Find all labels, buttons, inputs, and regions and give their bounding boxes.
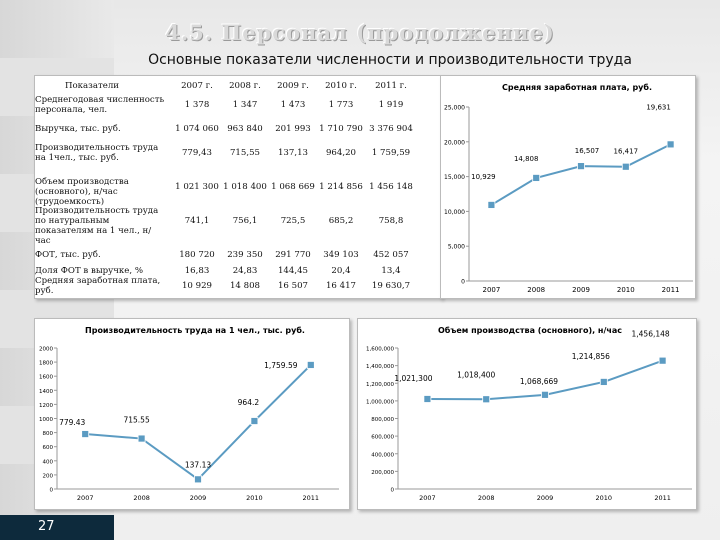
y-tick-label: 400 — [42, 459, 53, 466]
table-cell: 144,45 — [277, 266, 309, 276]
slide-title: 4.5. Персонал (продолжение) — [165, 20, 555, 45]
chart-title: Средняя заработная плата, руб. — [501, 83, 653, 92]
data-point — [533, 174, 540, 181]
table-cell: 19 630,7 — [371, 281, 411, 291]
salary-chart — [441, 76, 695, 298]
x-tick-label: 2009 — [536, 494, 554, 502]
data-label: 964.2 — [237, 398, 260, 408]
table-year-header: 2007 г. — [181, 81, 213, 91]
y-tick-label: 400,000 — [371, 452, 394, 459]
x-tick-label: 2007 — [419, 494, 436, 502]
table-year-header: 2011 г. — [375, 81, 407, 91]
y-tick-label: 600,000 — [371, 434, 394, 441]
table-row-label: Выручка, тыс. руб. — [35, 124, 121, 134]
slide-number: 27 — [38, 519, 55, 534]
y-tick-label: 1800 — [39, 360, 53, 367]
x-tick-label: 2009 — [189, 494, 207, 502]
data-point — [307, 361, 314, 368]
table-cell: 291 770 — [275, 250, 311, 260]
table-row-label: Доля ФОТ в выручке, % — [35, 266, 143, 276]
table-year-header: 2008 г. — [229, 81, 261, 91]
table-cell: 756,1 — [232, 216, 258, 226]
table-cell: 3 376 904 — [369, 124, 413, 134]
x-tick-label: 2010 — [246, 494, 263, 502]
table-cell: 715,55 — [229, 148, 261, 158]
data-point — [622, 163, 629, 170]
y-tick-label: 200 — [42, 473, 53, 480]
table-cell: 1 759,59 — [371, 148, 411, 158]
data-label: 10,929 — [471, 172, 496, 181]
y-tick-label: 1,600,000 — [366, 346, 394, 353]
indicators-table — [34, 75, 442, 299]
table-row-label: Средняя заработная плата, руб. — [35, 276, 161, 296]
table-cell: 1 456 148 — [369, 182, 413, 192]
x-tick-label: 2008 — [133, 494, 150, 502]
data-label: 1,068,669 — [519, 376, 559, 386]
data-point — [488, 201, 495, 208]
y-tick-label: 1200 — [39, 402, 53, 409]
production-volume-chart — [358, 319, 696, 509]
y-tick-label: 15,000 — [444, 174, 465, 182]
y-tick-label: 200,000 — [371, 469, 394, 476]
table-cell: 13,4 — [381, 266, 401, 276]
table-cell: 180 720 — [179, 250, 215, 260]
table-cell: 137,13 — [277, 148, 309, 158]
data-point — [483, 396, 490, 403]
x-tick-label: 2010 — [595, 494, 613, 502]
table-cell: 20,4 — [331, 266, 351, 276]
table-cell: 16 417 — [325, 281, 357, 291]
table-cell: 201 993 — [275, 124, 311, 134]
slide-number-bar — [0, 515, 114, 540]
production-volume-chart-panel — [357, 318, 697, 510]
x-tick-label: 2011 — [661, 286, 680, 294]
data-point — [138, 435, 145, 442]
y-tick-label: 800,000 — [371, 417, 394, 423]
y-tick-label: 20,000 — [444, 139, 465, 147]
table-cell: 963 840 — [227, 124, 263, 134]
table-cell: 1 347 — [232, 100, 258, 110]
data-label: 1,214,856 — [571, 351, 610, 361]
x-tick-label: 2010 — [616, 286, 635, 294]
x-tick-label: 2007 — [482, 286, 501, 294]
x-tick-label: 2011 — [654, 494, 671, 502]
table-cell: 16 507 — [277, 281, 309, 291]
table-cell: 10 929 — [181, 281, 213, 291]
data-label: 16,417 — [613, 147, 639, 156]
x-tick-label: 2008 — [527, 286, 546, 294]
x-tick-label: 2011 — [302, 494, 320, 502]
salary-chart-panel — [440, 75, 696, 299]
y-tick-label: 1400 — [39, 388, 53, 395]
data-point — [82, 431, 89, 438]
data-point — [195, 476, 202, 483]
data-point — [667, 141, 674, 148]
y-tick-label: 600 — [42, 445, 53, 452]
table-row-label: ФОТ, тыс. руб. — [35, 250, 101, 260]
table-cell: 758,8 — [378, 216, 404, 226]
y-tick-label: 800 — [42, 431, 53, 438]
table-cell: 1 710 790 — [319, 124, 363, 134]
data-label: 1,759.59 — [264, 360, 298, 370]
table-cell: 24,83 — [232, 266, 258, 276]
y-tick-label: 1000 — [39, 417, 53, 423]
table-row-label: Производительность труда на 1чел., тыс. руб. — [35, 143, 159, 163]
data-point — [251, 418, 258, 425]
table-year-header: 2009 г. — [277, 81, 309, 91]
data-label: 14,808 — [513, 154, 539, 163]
data-label: 715.55 — [123, 415, 150, 425]
chart-title: Производительность труда на 1 чел., тыс. руб. — [85, 326, 305, 335]
data-label: 1,018,400 — [457, 370, 496, 380]
table-header-label: Показатели — [65, 81, 120, 91]
table-cell: 1 068 669 — [271, 182, 315, 192]
table-cell: 16,83 — [184, 266, 210, 276]
table-cell: 1 074 060 — [175, 124, 219, 134]
x-tick-label: 2008 — [477, 494, 495, 502]
data-point — [578, 163, 585, 170]
data-point — [424, 395, 431, 402]
y-tick-label: 25,000 — [444, 104, 465, 112]
data-label: 779.43 — [59, 418, 86, 428]
table-cell: 1 919 — [378, 100, 404, 110]
table-row-label: Производительность труда по натуральным показателям на 1 чел., н/час — [35, 206, 159, 246]
table-cell: 349 103 — [323, 250, 359, 260]
table-cell: 1 378 — [184, 100, 210, 110]
y-tick-label: 1,200,000 — [366, 381, 394, 388]
data-label: 137.13 — [184, 460, 212, 470]
data-point — [542, 391, 549, 398]
y-tick-label: 0 — [49, 487, 53, 494]
productivity-chart-panel — [34, 318, 350, 510]
x-tick-label: 2009 — [572, 286, 590, 294]
data-label: 1,456,148 — [631, 329, 670, 339]
table-cell: 1 773 — [328, 100, 354, 110]
data-label: 1,021,300 — [394, 373, 433, 383]
y-tick-label: 2000 — [39, 346, 53, 353]
y-tick-label: 0 — [390, 487, 394, 494]
y-tick-label: 0 — [461, 278, 465, 286]
table-cell: 239 350 — [227, 250, 263, 260]
table-cell: 685,2 — [328, 216, 354, 226]
table-cell: 741,1 — [184, 216, 210, 226]
chart-title: Объем производства (основного), н/час — [437, 326, 623, 335]
data-label: 16,507 — [574, 147, 600, 156]
table-cell: 964,20 — [325, 148, 357, 158]
data-point — [600, 378, 607, 385]
table-year-header: 2010 г. — [325, 81, 357, 91]
table-row-label: Среднегодовая численность персонала, чел. — [35, 95, 165, 115]
productivity-chart — [35, 319, 349, 509]
y-tick-label: 1,000,000 — [366, 399, 394, 406]
table-cell: 1 214 856 — [319, 182, 363, 192]
data-point — [659, 357, 666, 364]
table-cell: 725,5 — [280, 216, 306, 226]
table-cell: 1 021 300 — [175, 182, 219, 192]
table-cell: 14 808 — [229, 281, 261, 291]
x-tick-label: 2007 — [76, 494, 94, 502]
table-cell: 452 057 — [373, 250, 409, 260]
table-row-label: Объем производства (основного), н/час (трудоемкость) — [35, 177, 129, 207]
y-tick-label: 1,400,000 — [366, 364, 394, 371]
slide-subtitle: Основные показатели численности и производительности труда — [148, 52, 632, 68]
y-tick-label: 1600 — [39, 374, 53, 381]
data-label: 19,631 — [646, 103, 671, 112]
table-cell: 1 018 400 — [223, 182, 267, 192]
y-tick-label: 10,000 — [444, 208, 465, 216]
table-cell: 779,43 — [181, 148, 213, 158]
table-cell: 1 473 — [280, 100, 306, 110]
y-tick-label: 5,000 — [447, 243, 465, 251]
